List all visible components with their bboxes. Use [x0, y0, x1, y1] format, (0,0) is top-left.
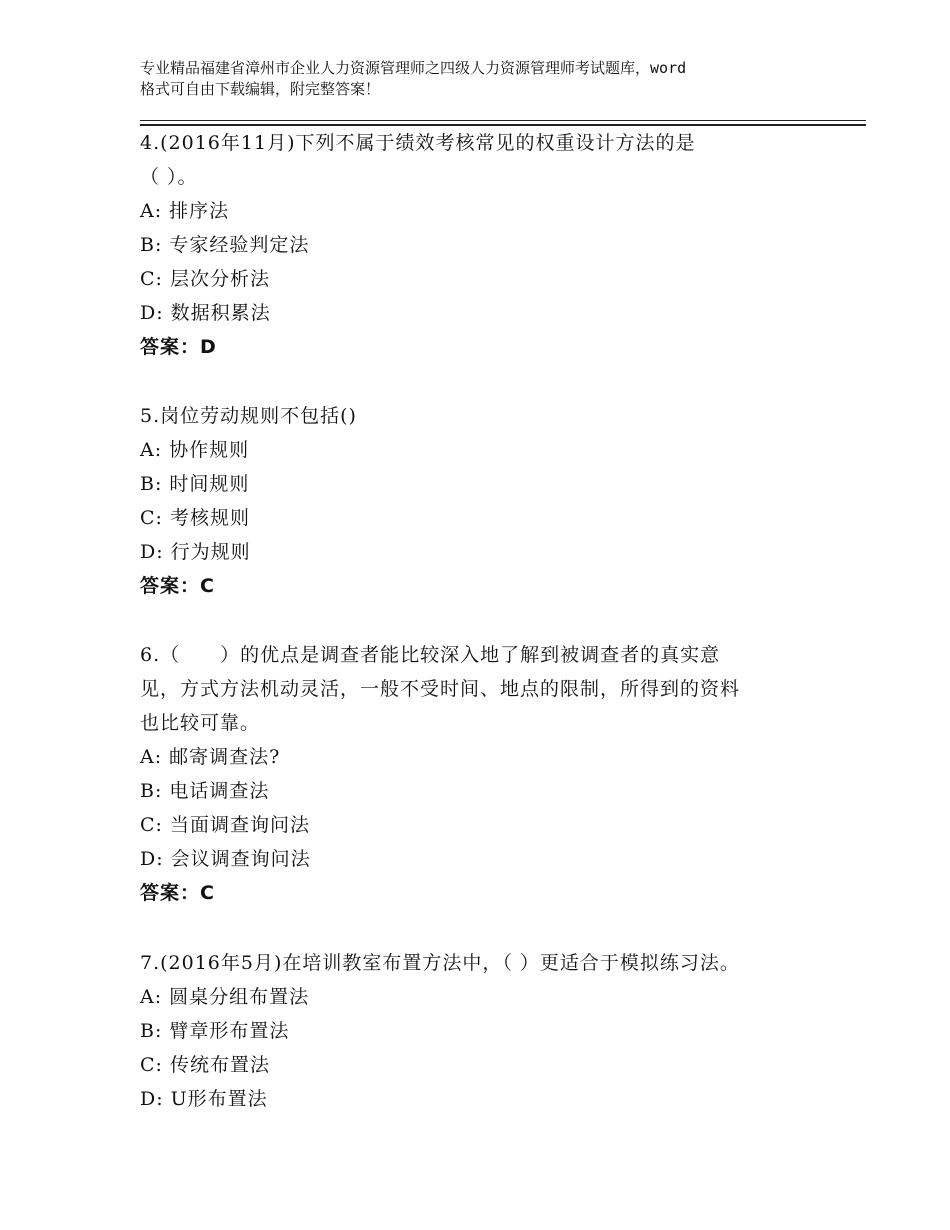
question-stem-line: 见，方式方法机动灵活，一般不受时间、地点的限制，所得到的资料: [140, 678, 741, 700]
option-b: B: 电话调查法: [140, 780, 270, 802]
option-d: D: 会议调查询问法: [140, 848, 311, 870]
option-b: B: 臂章形布置法: [140, 1020, 290, 1042]
option-d: D: 数据积累法: [140, 302, 271, 324]
option-a: A: 圆桌分组布置法: [140, 986, 310, 1008]
answer: 答案：C: [140, 882, 215, 904]
question-stem-line: 4.(2016年11月)下列不属于绩效考核常见的权重设计方法的是: [140, 132, 696, 154]
option-a: A: 邮寄调查法?: [140, 746, 281, 768]
option-b: B: 专家经验判定法: [140, 234, 310, 256]
question-stem-line: 也比较可靠。: [140, 712, 261, 734]
header-rule-thin: [140, 120, 866, 121]
question-4: [140, 126, 820, 364]
document-header: [140, 58, 840, 100]
question-7: [140, 946, 820, 1116]
option-c: C: 传统布置法: [140, 1054, 270, 1076]
option-c: C: 考核规则: [140, 507, 250, 529]
question-stem-line: 5.岗位劳动规则不包括(): [140, 405, 357, 427]
answer: 答案：C: [140, 575, 215, 597]
question-stem-line: 6.（ ）的优点是调查者能比较深入地了解到被调查者的真实意: [140, 644, 721, 666]
option-b: B: 时间规则: [140, 473, 250, 495]
question-6: [140, 638, 820, 910]
option-d: D: U形布置法: [140, 1088, 268, 1110]
question-5: [140, 399, 820, 603]
option-a: A: 协作规则: [140, 439, 250, 461]
header-line-1: 专业精品福建省漳州市企业人力资源管理师之四级人力资源管理师考试题库，word: [140, 59, 687, 77]
question-stem-line: （ ）。: [140, 166, 198, 188]
option-a: A: 排序法: [140, 200, 230, 222]
option-c: C: 当面调查询问法: [140, 814, 310, 836]
answer: 答案：D: [140, 336, 217, 358]
question-stem-line: 7.(2016年5月)在培训教室布置方法中，（ ）更适合于模拟练习法。: [140, 952, 740, 974]
option-c: C: 层次分析法: [140, 268, 270, 290]
option-d: D: 行为规则: [140, 541, 251, 563]
header-line-2: 格式可自由下载编辑，附完整答案！: [140, 80, 381, 98]
